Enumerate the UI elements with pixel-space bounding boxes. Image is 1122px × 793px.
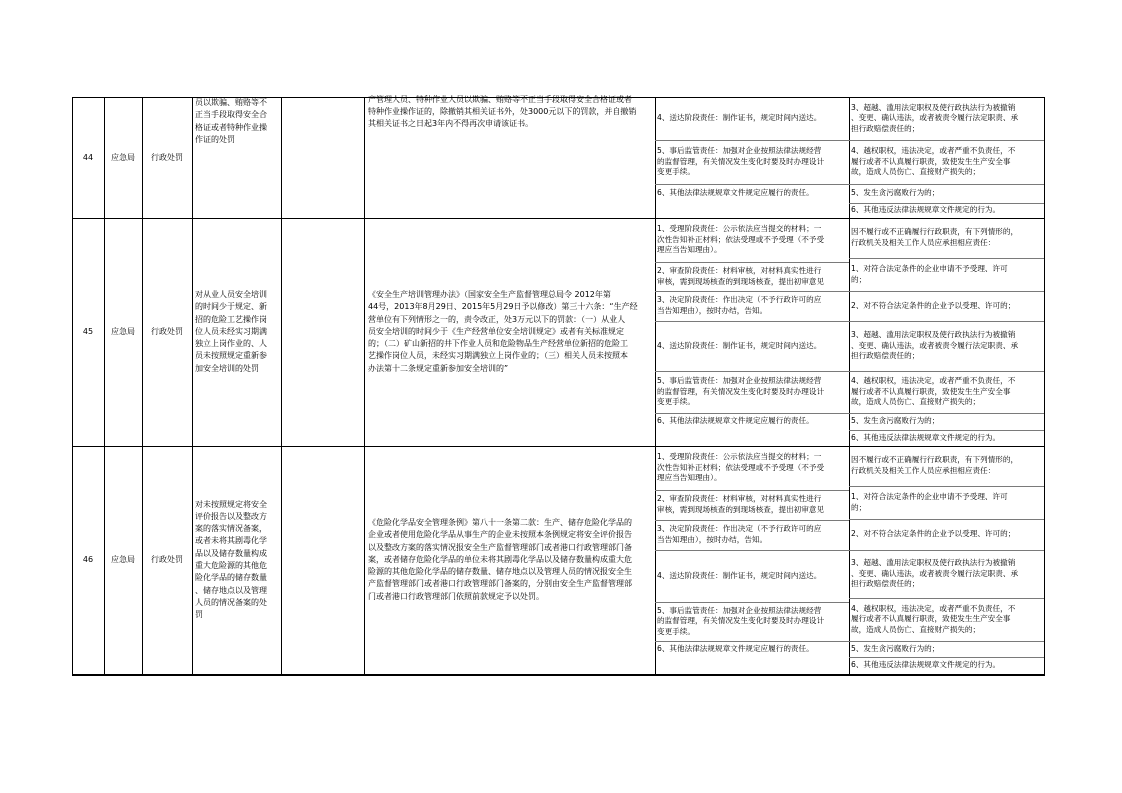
sub-row-divider <box>655 262 849 263</box>
duty-item: 3、决定阶段责任：作出决定（不予行政许可的应 当告知理由），按时办结，告知。 <box>657 524 822 544</box>
duty-item: 1、受理阶段责任：公示依法应当提交的材料；一 次性告知补正材料；依法受理或不予受理（不予受 理应当告知理由）。 <box>657 452 825 483</box>
sub-row-divider <box>849 140 1044 141</box>
sub-row-divider <box>849 598 1044 599</box>
sub-row-divider <box>655 413 849 414</box>
sub-row-divider <box>849 657 1044 658</box>
duty-item: 1、受理阶段责任：公示依法应当提交的材料；一 次性告知补正材料；依法受理或不予受理（不予受 理应当告知理由）。 <box>657 224 825 255</box>
duty-item: 2、审查阶段责任：材料审核，对材料真实性进行 审核，需到现场核查的到现场核查，提出初审意见 <box>657 265 825 286</box>
liability-item: 2、对不符合法定条件的企业予以受理、许可的； <box>851 300 1016 310</box>
liability-item: 因不履行或不正确履行行政职责，有下列情形的， 行政机关及相关工作人员应承担相应责任： <box>851 227 1019 247</box>
table-column-border <box>281 97 282 675</box>
sub-row-divider <box>655 184 849 185</box>
duty-item: 6、其他法律法规规章文件规定应履行的责任。 <box>657 416 814 426</box>
liability-item: 5、发生贪污腐败行为的； <box>851 188 940 198</box>
duty-item: 2、审查阶段责任：材料审核，对材料真实性进行 审核，需到现场核查的到现场核查，提出初审意见 <box>657 494 825 514</box>
duty-item: 5、事后监管责任：加强对企业按照法律法规经营 的监督管理，有关情况发生变化时要及时办理设计 变更手续。 <box>657 605 825 636</box>
duty-item: 4、送达阶段责任：制作证书，规定时间内送达。 <box>657 340 822 350</box>
department-cell: 应急局 <box>111 327 135 337</box>
sub-row-divider <box>655 490 849 491</box>
sub-row-divider <box>655 520 849 521</box>
liability-item: 2、对不符合法定条件的企业予以受理、许可的； <box>851 529 1016 539</box>
liability-item: 6、其他违反法律法规规章文件规定的行为。 <box>851 205 1001 215</box>
sub-row-divider <box>849 203 1044 204</box>
power-type-cell: 行政处罚 <box>151 555 183 565</box>
sub-row-divider <box>849 486 1044 487</box>
table-row-border <box>72 674 1045 676</box>
duty-item: 6、其他法律法规规章文件规定应履行的责任。 <box>657 188 814 198</box>
liability-item: 1、对符合法定条件的企业申请不予受理、许可 的； <box>851 491 1008 512</box>
sub-row-divider <box>849 371 1044 372</box>
department-cell: 应急局 <box>111 555 135 565</box>
sub-row-divider <box>849 550 1044 551</box>
department-cell: 应急局 <box>111 152 135 162</box>
sub-row-divider <box>849 291 1044 292</box>
duty-item: 4、送达阶段责任：制作证书，规定时间内送达。 <box>657 113 822 123</box>
liability-item: 1、对符合法定条件的企业申请不予受理、许可 的； <box>851 263 1008 284</box>
liability-item: 4、越权职权，违法决定，或者严重不负责任，不 履行或者不认真履行职责，致使发生生产安全事 故，造成人员伤亡、直接财产损失的； <box>851 603 1016 634</box>
liability-item: 5、发生贪污腐败行为的； <box>851 643 940 653</box>
sub-row-divider <box>655 550 849 551</box>
duty-item: 4、送达阶段责任：制作证书，规定时间内送达。 <box>657 570 822 580</box>
sub-row-divider <box>849 430 1044 431</box>
duty-item: 5、事后监管责任：加强对企业按照法律法规经营 的监督管理，有关情况发生变化时要及时办理设计 变更手续。 <box>657 376 825 407</box>
duty-item: 6、其他法律法规规章文件规定应履行的责任。 <box>657 643 814 653</box>
row-number: 46 <box>82 555 94 565</box>
liability-item: 3、超越、滥用法定职权及使行政执法行为被撤销 、变更、确认违法，或者被责令履行法定职责、承 担行政赔偿责任的； <box>851 558 1019 589</box>
legal-basis-cell: 《危险化学品安全管理条例》第八十一条第二款：生产、储存危险化学品的 企业或者使用危险化学品从事生产的企业未按照本条例规定将安全评价报告 以及整改方案的落实情况报安全生产监督管理部门或者港口行政管理部门备 案，或者储存危险化学品的单位未将其剧毒化学品以及储存数量构成重大危 险源的其他危险化学品的储存数量、储存地点以及管理人员的情况报安全生 产监督管理部门或者港口行政管理部门备案的，分别由安全生产监督管理部 门或者港口行政管理部门依照前款规定予以处罚。 <box>368 518 632 601</box>
table-column-border <box>192 97 193 675</box>
row-number: 45 <box>82 327 94 337</box>
power-type-cell: 行政处罚 <box>151 152 183 162</box>
liability-item: 因不履行或不正确履行行政职责，有下列情形的， 行政机关及相关工作人员应承担相应责任： <box>851 455 1019 475</box>
sub-row-divider <box>849 258 1044 259</box>
sub-row-divider <box>655 602 849 603</box>
liability-item: 3、超越、滥用法定职权及使行政执法行为被撤销 、变更、确认违法，或者被责令履行法定职责、承 担行政赔偿责任的； <box>851 330 1019 361</box>
sub-row-divider <box>849 519 1044 520</box>
sub-row-divider <box>849 641 1044 642</box>
liability-item: 3、超越、滥用法定职权及使行政执法行为被撤销 、变更、确认违法，或者被责令履行法定职责、承 担行政赔偿责任的； <box>851 102 1019 133</box>
sub-row-divider <box>655 291 849 292</box>
item-name-cell: 对从业人员安全培训 的时间少于规定、新 招的危险工艺操作岗 位人员未经实习期满 独立上岗作业的、人 员未按照规定重新参 加安全培训的处罚 <box>195 289 267 373</box>
sub-row-divider <box>655 641 849 642</box>
duty-item: 3、决定阶段责任：作出决定（不予行政许可的应 当告知理由），按时办结，告知。 <box>657 295 822 315</box>
legal-basis-cell: 《安全生产培训管理办法》（国家安全生产监督管理总局令 2012年第 44号，2013年8月29日、2015年5月29日予以修改）第三十六条：“生产经 营单位有下列情形之一的，责令改正，处3万元以下的罚款：（一）从业人 员安全培训的时间少于《生产经营单位安全培训规定》或者有关标准规定 的；（二）矿山新招的井下作业人员和危险物品生产经营单位新招的危险工 艺操作岗位人员，未经实习期满独立上岗作业的；（三）相关人员未按照本 办法第十二条规定重新参加安全培训的” <box>368 290 638 373</box>
duty-item: 5、事后监管责任：加强对企业按照法律法规经营 的监督管理，有关情况发生变化时要及时办理设计 变更手续。 <box>657 146 825 177</box>
sub-row-divider <box>655 140 849 141</box>
item-name-cell: 员以欺骗、贿赂等不 正当手段取得安全合 格证或者特种作业操 作证的处罚 <box>195 98 267 144</box>
sub-row-divider <box>849 184 1044 185</box>
sub-row-divider <box>655 321 849 322</box>
legal-basis-cell: 产管理人员、特种作业人员以欺骗、贿赂等不正当手段取得安全合格证或者 特种作业操作证的，除撤销其相关证书外，处3000元以下的罚款，并自撤销 其相关证书之日起3年内不得再次申请该证书。 <box>368 95 637 129</box>
sub-row-divider <box>849 413 1044 414</box>
row-number: 44 <box>82 152 94 162</box>
sub-row-divider <box>655 371 849 372</box>
liability-item: 6、其他违反法律法规规章文件规定的行为。 <box>851 432 1001 442</box>
liability-item: 5、发生贪污腐败行为的； <box>851 416 940 426</box>
item-name-cell: 对未按照规定将安全 评价报告以及整改方 案的落实情况备案， 或者未将其剧毒化学 品以及储存数量构成 重大危险源的其他危 险化学品的储存数量 、储存地点以及管理 人员的情况备案的处 罚 <box>195 499 267 620</box>
liability-item: 4、越权职权，违法决定，或者严重不负责任，不 履行或者不认真履行职责，致使发生生产安全事 故，造成人员伤亡、直接财产损失的； <box>851 146 1016 177</box>
power-type-cell: 行政处罚 <box>151 327 183 337</box>
table-column-border <box>1044 97 1045 675</box>
liability-item: 6、其他违反法律法规规章文件规定的行为。 <box>851 660 1001 670</box>
liability-item: 4、越权职权，违法决定，或者严重不负责任，不 履行或者不认真履行职责，致使发生生产安全事 故，造成人员伤亡、直接财产损失的； <box>851 376 1016 407</box>
sub-row-divider <box>849 321 1044 322</box>
table-column-border <box>364 97 365 675</box>
